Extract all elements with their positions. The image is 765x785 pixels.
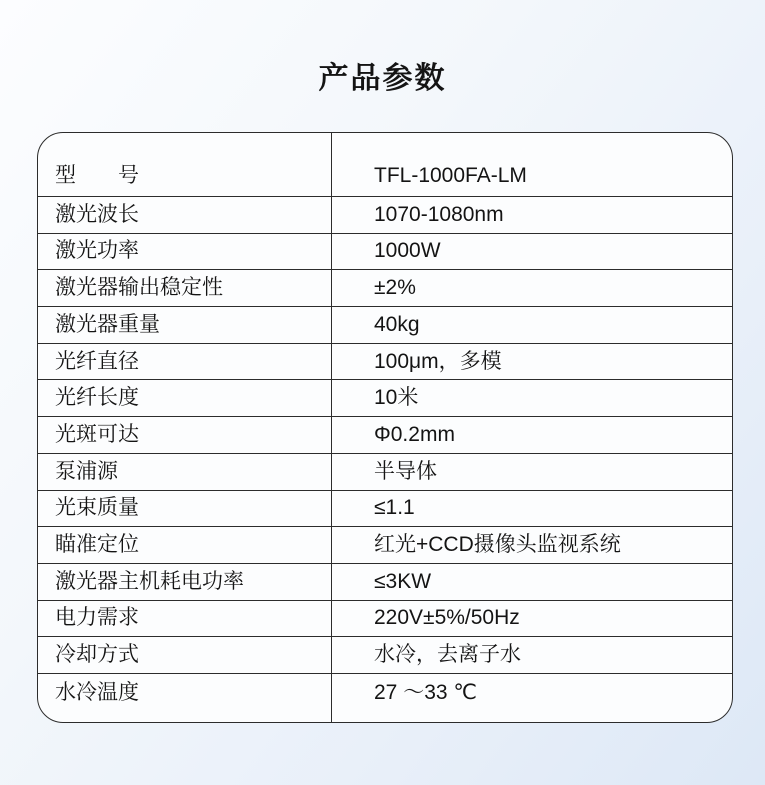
param-value: 1070-1080nm <box>374 202 504 226</box>
param-value: 水冷，去离子水 <box>374 643 521 667</box>
param-value: Φ0.2mm <box>374 422 455 446</box>
param-label: 冷却方式 <box>38 637 332 673</box>
param-label: 激光器输出稳定性 <box>38 270 332 306</box>
param-label: 光斑可达 <box>38 417 332 453</box>
param-label: 光束质量 <box>38 491 332 527</box>
table-row <box>38 490 732 527</box>
spec-table <box>37 132 733 723</box>
param-value: ±2% <box>374 276 416 300</box>
table-row <box>38 416 732 453</box>
param-label: 水冷温度 <box>38 674 332 722</box>
table-row <box>38 636 732 673</box>
param-value: 10米 <box>374 386 419 410</box>
param-value: 27 ～33 ℃ <box>374 680 477 704</box>
param-label: 激光波长 <box>38 197 332 233</box>
param-value: 红光+CCD摄像头监视系统 <box>374 532 621 556</box>
param-value: TFL-1000FA-LM <box>374 163 527 187</box>
param-value: 100μm，多模 <box>374 349 502 373</box>
param-value: ≤3KW <box>374 569 432 593</box>
param-label: 泵浦源 <box>38 454 332 490</box>
param-label: 光纤长度 <box>38 380 332 416</box>
param-value: 220V±5%/50Hz <box>374 606 520 630</box>
param-label: 激光功率 <box>38 234 332 270</box>
param-label: 激光器主机耗电功率 <box>38 564 332 600</box>
table-row <box>38 196 732 233</box>
table-row <box>38 563 732 600</box>
param-label: 型 号 <box>38 133 332 196</box>
table-row <box>38 673 732 722</box>
param-value: 半导体 <box>374 459 437 483</box>
table-row <box>38 379 732 416</box>
table-row <box>38 133 732 196</box>
param-label: 电力需求 <box>38 601 332 637</box>
table-row <box>38 600 732 637</box>
param-label: 光纤直径 <box>38 344 332 380</box>
table-row <box>38 306 732 343</box>
param-value: ≤1.1 <box>374 496 415 520</box>
table-row <box>38 453 732 490</box>
table-row <box>38 269 732 306</box>
table-row <box>38 526 732 563</box>
param-value: 40kg <box>374 312 420 336</box>
param-label: 瞄准定位 <box>38 527 332 563</box>
param-value: 1000W <box>374 239 441 263</box>
page-title: 产品参数 <box>318 62 447 95</box>
param-label: 激光器重量 <box>38 307 332 343</box>
table-row <box>38 233 732 270</box>
table-row <box>38 343 732 380</box>
